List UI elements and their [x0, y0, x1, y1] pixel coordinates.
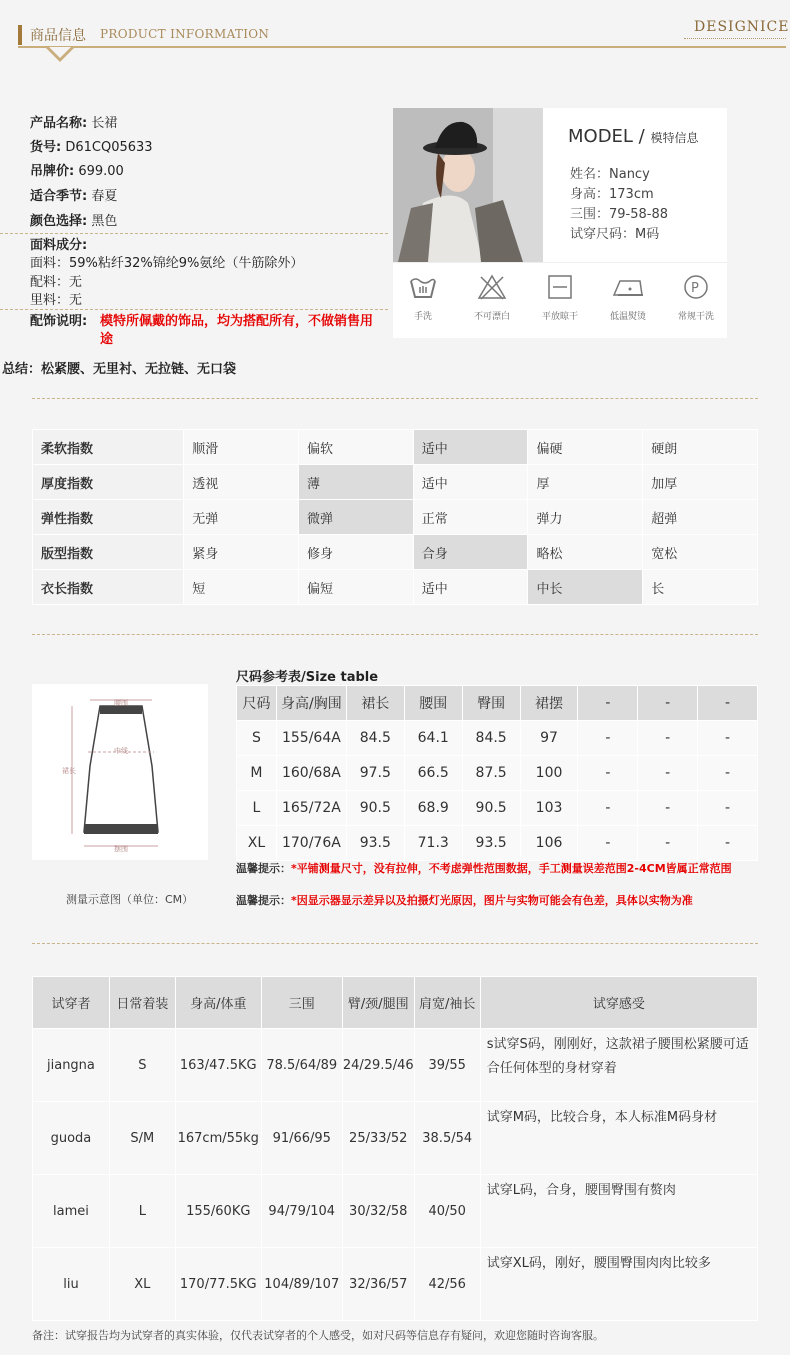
diagram-center-label: 中线	[114, 747, 128, 755]
info-divider-2	[0, 309, 388, 310]
fitting-cell: guoda	[33, 1102, 110, 1175]
fitting-cell: 40/50	[414, 1175, 480, 1248]
care-label: 平放晾干	[541, 312, 578, 322]
index-option: 偏硬	[528, 430, 643, 465]
fitting-cell: 155/60KG	[175, 1175, 261, 1248]
fitting-header-cell: 试穿感受	[480, 977, 757, 1029]
index-option: 长	[643, 570, 758, 605]
product-season: 适合季节: 春夏	[30, 189, 118, 204]
size-header-cell: 身高/胸围	[276, 686, 346, 721]
accessory-note: 模特所佩戴的饰品，均为搭配所有，不做销售用途	[100, 314, 374, 347]
skirt-diagram-icon	[32, 684, 208, 860]
care-label: 常规干洗	[677, 312, 714, 322]
size-header-cell: 腰围	[404, 686, 462, 721]
care-label: 低温熨烫	[609, 312, 646, 322]
size-cell: -	[698, 756, 758, 791]
index-option: 偏短	[298, 570, 413, 605]
model-size: 试穿尺码：M码	[570, 227, 660, 242]
fitting-note: 备注：试穿报告均为试穿者的真实体验，仅代表试穿者的个人感受，如对尺码等信息存有疑问，欢迎您随时咨询客服。	[32, 1329, 604, 1342]
index-row	[33, 570, 758, 605]
header-pointer-inner	[49, 47, 71, 58]
size-cell: M	[237, 756, 277, 791]
size-row	[237, 826, 758, 861]
size-header-cell: -	[638, 686, 698, 721]
model-photo-illustration	[393, 108, 543, 262]
hand-wash-icon	[392, 273, 454, 307]
size-row	[237, 721, 758, 756]
fitting-header-cell: 肩宽/袖长	[414, 977, 480, 1029]
size-cell: 155/64A	[276, 721, 346, 756]
product-color: 颜色选择: 黑色	[30, 214, 118, 229]
index-row	[33, 430, 758, 465]
care-hand-wash	[392, 273, 454, 322]
index-option: 中长	[528, 570, 643, 605]
index-option: 加厚	[643, 465, 758, 500]
model-photo	[393, 108, 543, 262]
measurement-diagram	[32, 684, 208, 860]
index-option: 适中	[413, 430, 528, 465]
svg-text:P: P	[691, 281, 699, 296]
fitting-table-header	[33, 977, 758, 1029]
index-option: 透视	[184, 465, 299, 500]
model-name: 姓名：Nancy	[570, 167, 650, 182]
size-cell: S	[237, 721, 277, 756]
section-divider-2	[32, 634, 758, 635]
fitting-cell: liu	[33, 1248, 110, 1321]
size-cell: 93.5	[346, 826, 404, 861]
size-cell: 93.5	[462, 826, 520, 861]
fitting-header-cell: 三围	[261, 977, 342, 1029]
size-header-cell: -	[698, 686, 758, 721]
size-cell: -	[698, 826, 758, 861]
brand-logo: DESIGNICE	[694, 19, 790, 35]
care-low-iron	[597, 273, 659, 322]
size-cell: -	[578, 721, 638, 756]
size-tip-1: 温馨提示：*平铺测量尺寸，没有拉伸，不考虑弹性范围数据，手工测量误差范围2-4CM皆属正常范围	[236, 862, 732, 875]
fitting-row	[33, 1029, 758, 1102]
size-row	[237, 791, 758, 826]
fitting-feedback: 试穿M码，比较合身，本人标准M码身材	[480, 1102, 757, 1175]
index-option: 宽松	[643, 535, 758, 570]
size-cell: 87.5	[462, 756, 520, 791]
index-option: 硬朗	[643, 430, 758, 465]
size-cell: 103	[520, 791, 578, 826]
size-cell: 84.5	[346, 721, 404, 756]
size-cell: -	[638, 791, 698, 826]
index-row	[33, 500, 758, 535]
product-sku: 货号: D61CQ05633	[30, 140, 153, 155]
fitting-header-cell: 日常着装	[109, 977, 175, 1029]
size-cell: -	[698, 791, 758, 826]
size-cell: 90.5	[462, 791, 520, 826]
index-option: 适中	[413, 465, 528, 500]
diagram-hem-label: 摆围	[114, 845, 128, 853]
size-cell: 90.5	[346, 791, 404, 826]
product-name: 产品名称: 长裙	[30, 116, 118, 131]
index-row	[33, 465, 758, 500]
size-cell: -	[578, 826, 638, 861]
low-iron-icon	[597, 273, 659, 307]
fabric-index-table	[32, 429, 758, 605]
size-header-cell: 裙长	[346, 686, 404, 721]
size-cell: 106	[520, 826, 578, 861]
size-cell: -	[638, 756, 698, 791]
size-tip-2: 温馨提示：*因显示器显示差异以及拍摄灯光原因，图片与实物可能会有色差，具体以实物为准	[236, 894, 693, 907]
size-cell: 160/68A	[276, 756, 346, 791]
size-header-cell: -	[578, 686, 638, 721]
size-row	[237, 756, 758, 791]
index-option: 短	[184, 570, 299, 605]
size-table	[236, 685, 758, 861]
brand-underline	[684, 38, 786, 39]
size-header-cell: 臀围	[462, 686, 520, 721]
dry-clean-icon	[665, 273, 727, 307]
accessory-label: 配饰说明:	[30, 314, 88, 329]
care-instructions	[393, 262, 727, 338]
size-cell: 165/72A	[276, 791, 346, 826]
care-dry-clean	[665, 273, 727, 322]
index-option: 略松	[528, 535, 643, 570]
fitting-cell: 91/66/95	[261, 1102, 342, 1175]
fitting-cell: XL	[109, 1248, 175, 1321]
fitting-header-cell: 臂/颈/腿围	[342, 977, 414, 1029]
size-cell: 71.3	[404, 826, 462, 861]
fitting-cell: 39/55	[414, 1029, 480, 1102]
fitting-feedback: 试穿L码，合身，腰围臀围有赘肉	[480, 1175, 757, 1248]
header-divider	[18, 46, 786, 48]
fabric-accessory: 配料：无	[30, 275, 83, 290]
size-cell: 84.5	[462, 721, 520, 756]
product-price: 吊牌价: 699.00	[30, 164, 124, 179]
product-summary: 总结：松紧腰、无里衬、无拉链、无口袋	[2, 362, 237, 377]
size-header-cell: 裙摆	[520, 686, 578, 721]
index-option: 偏软	[298, 430, 413, 465]
diagram-length-label: 裙长	[62, 767, 76, 775]
fitting-cell: 170/77.5KG	[175, 1248, 261, 1321]
size-cell: 66.5	[404, 756, 462, 791]
fitting-cell: 94/79/104	[261, 1175, 342, 1248]
diagram-caption: 测量示意图（单位：CM）	[66, 893, 194, 906]
index-option: 微弹	[298, 500, 413, 535]
size-table-header	[237, 686, 758, 721]
fabric-lining: 里料：无	[30, 293, 83, 308]
fitting-row	[33, 1175, 758, 1248]
index-option: 顺滑	[184, 430, 299, 465]
index-option: 薄	[298, 465, 413, 500]
fitting-cell: 38.5/54	[414, 1102, 480, 1175]
fitting-row	[33, 1102, 758, 1175]
care-label: 不可漂白	[473, 312, 510, 322]
care-dry-flat	[529, 273, 591, 322]
model-measurements: 三围：79-58-88	[570, 207, 669, 222]
index-option: 紧身	[184, 535, 299, 570]
size-cell: 97	[520, 721, 578, 756]
info-divider	[0, 233, 388, 234]
index-option: 无弹	[184, 500, 299, 535]
size-cell: 100	[520, 756, 578, 791]
fitting-cell: 32/36/57	[342, 1248, 414, 1321]
diagram-waist-label: 腰围	[114, 699, 128, 707]
fitting-cell: jiangna	[33, 1029, 110, 1102]
fitting-cell: 167cm/55kg	[175, 1102, 261, 1175]
size-cell: 64.1	[404, 721, 462, 756]
fitting-cell: S	[109, 1029, 175, 1102]
size-cell: -	[698, 721, 758, 756]
index-label: 厚度指数	[33, 465, 184, 500]
fitting-cell: S/M	[109, 1102, 175, 1175]
index-option: 超弹	[643, 500, 758, 535]
section-subtitle: PRODUCT INFORMATION	[100, 27, 270, 41]
fitting-cell: 24/29.5/46	[342, 1029, 414, 1102]
size-cell: 68.9	[404, 791, 462, 826]
index-option: 正常	[413, 500, 528, 535]
index-option: 弹力	[528, 500, 643, 535]
size-cell: -	[638, 826, 698, 861]
fitting-cell: 42/56	[414, 1248, 480, 1321]
size-table-title: 尺码参考表/Size table	[236, 670, 379, 685]
size-header-cell: 尺码	[237, 686, 277, 721]
index-label: 版型指数	[33, 535, 184, 570]
no-bleach-icon	[461, 273, 523, 307]
fitting-cell: lamei	[33, 1175, 110, 1248]
fitting-report-table	[32, 976, 758, 1321]
fitting-row	[33, 1248, 758, 1321]
fitting-cell: 25/33/52	[342, 1102, 414, 1175]
index-option: 合身	[413, 535, 528, 570]
fitting-feedback: 试穿XL码，刚好，腰围臀围肉肉比较多	[480, 1248, 757, 1321]
fitting-cell: 104/89/107	[261, 1248, 342, 1321]
index-label: 弹性指数	[33, 500, 184, 535]
fitting-cell: 78.5/64/89	[261, 1029, 342, 1102]
index-label: 柔软指数	[33, 430, 184, 465]
fitting-header-cell: 试穿者	[33, 977, 110, 1029]
fitting-header-cell: 身高/体重	[175, 977, 261, 1029]
size-cell: L	[237, 791, 277, 826]
index-option: 修身	[298, 535, 413, 570]
dry-flat-icon	[529, 273, 591, 307]
fitting-feedback: s试穿S码，刚刚好，这款裙子腰围松紧腰可适合任何体型的身材穿着	[480, 1029, 757, 1102]
care-no-bleach	[461, 273, 523, 322]
size-cell: 170/76A	[276, 826, 346, 861]
section-divider-3	[32, 943, 758, 944]
section-divider	[32, 398, 758, 399]
index-option: 厚	[528, 465, 643, 500]
size-cell: XL	[237, 826, 277, 861]
size-cell: -	[638, 721, 698, 756]
index-row	[33, 535, 758, 570]
index-option: 适中	[413, 570, 528, 605]
model-title: MODEL / 模特信息	[568, 126, 699, 147]
section-title: 商品信息	[30, 28, 86, 44]
size-cell: -	[578, 756, 638, 791]
fitting-cell: L	[109, 1175, 175, 1248]
size-cell: 97.5	[346, 756, 404, 791]
care-label: 手洗	[413, 312, 432, 322]
header-accent-bar	[18, 25, 22, 45]
fitting-cell: 163/47.5KG	[175, 1029, 261, 1102]
size-cell: -	[578, 791, 638, 826]
fabric-main: 面料：59%粘纤32%锦纶9%氨纶（牛筋除外）	[30, 256, 304, 271]
fabric-label: 面料成分:	[30, 238, 88, 253]
fitting-cell: 30/32/58	[342, 1175, 414, 1248]
index-label: 衣长指数	[33, 570, 184, 605]
model-height: 身高：173cm	[570, 187, 654, 202]
